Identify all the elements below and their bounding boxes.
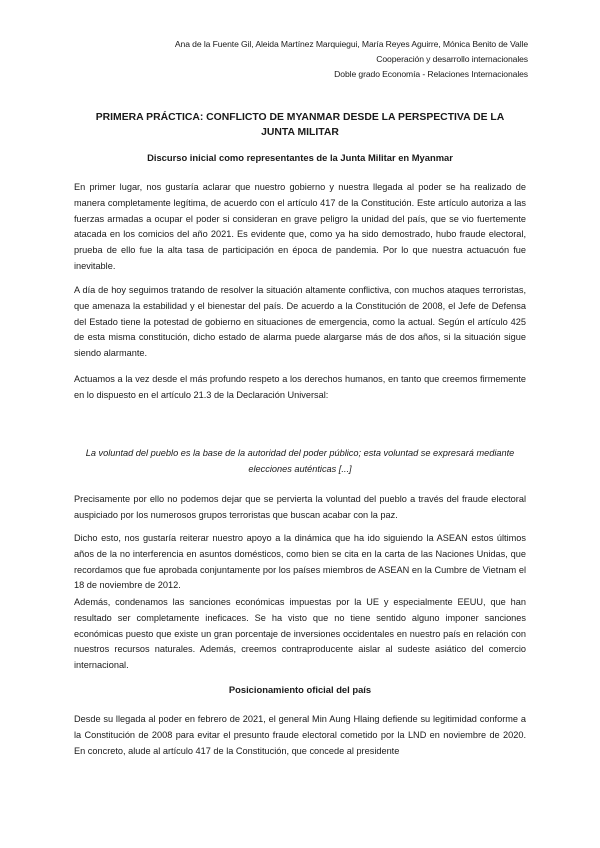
document-header [175,37,528,82]
paragraph-7: Desde su llegada al poder en febrero de 2021, el general Min Aung Hlaing defiende su legitimidad conforme a la Constitución de 2008 para evitar el presunto fraude electoral cometido por la LND en noviembre de 2020. En concreto, alude al artículo 417 de la Constitución, que concede al presidente [74,714,526,756]
paragraph-5: Dicho esto, nos gustaría reiterar nuestro apoyo a la dinámica que ha ido siguiendo la ASEAN estos últimos años de la no interferencia en asuntos domésticos, como bien se cita en la carta de las Naciones Unidas, que recordamos que fue aprobada conjuntamente por los países miembros de ASEAN en la Cumbre de Vietnam el 18 de noviembre de 2012. [74,533,526,591]
paragraph-4: Precisamente por ello no podemos dejar que se pervierta la voluntad del pueblo a través del fraude electoral auspiciado por los numerosos grupos terroristas que buscan acabar con la paz. [74,494,526,520]
paragraph-1: En primer lugar, nos gustaría aclarar que nuestro gobierno y nuestra llegada al poder se ha realizado de manera completamente legítima, de acuerdo con el artículo 417 de la Constitución. Este artículo autoriza a las fuerzas armadas a ocupar el poder si consideran en grave peligro la unidad del país, que se vio fuertemente atacada en los comicios del año 2021. Es evidente que, como ya ha sido demostrado, hubo fraude electoral, prueba de ello fue la alta tasa de participación en época de pandemia. Por lo que nuestra actuacuón fue inevitable. [74,182,526,271]
paragraph-2: A día de hoy seguimos tratando de resolver la situación altamente conflictiva, con muchos ataques terroristas, que amenaza la estabilidad y el bienestar del país. De acuerdo a la Constitución de 2008, el Jefe de Defensa del Estado tiene la potestad de gobierno en situaciones de emergencia, como la actual. Según el artículo 425 de esta misma constitución, dicho estado de alarma puede alargarse más de dos años, si la situación sigue siendo alarmante. [74,285,526,359]
section-title: Posicionamiento oficial del país [228,684,372,695]
degree-line: Doble grado Economía - Relaciones Internacionales [334,69,528,79]
authors-line: Ana de la Fuente Gil, Aleida Martínez Marquiegui, María Reyes Aguirre, Mónica Benito de Valle [174,39,528,49]
paragraph-3: Actuamos a la vez desde el más profundo respeto a los derechos humanos, en tanto que creemos firmemente en lo dispuesto en el artículo 21.3 de la Declaración Universal: [74,374,526,400]
document-title: PRIMERA PRÁCTICA: CONFLICTO DE MYANMAR DESDE LA PERSPECTIVA DE LA JUNTA MILITAR [95,112,505,138]
course-line: Cooperación y desarrollo internacionales [376,54,528,64]
declaration-quote: La voluntad del pueblo es la base de la autoridad del poder público; esta voluntad se expresará mediante elecciones auténticas [...] [85,448,515,474]
paragraph-6: Además, condenamos las sanciones económicas impuestas por la UE y especialmente EEUU, que han resultado ser completamente ineficaces. Se ha visto que no tiene sentido alguno imponer sanciones económicas puesto que existe un gran porcentaje de inversiones occidentales en nuestro país en relación con nuestros recursos naturales. Además, creemos contraproducente aislar al sudeste asiático del comercio internacional. [74,597,526,671]
speech-subtitle: Discurso inicial como representantes de la Junta Militar en Myanmar [147,152,453,163]
